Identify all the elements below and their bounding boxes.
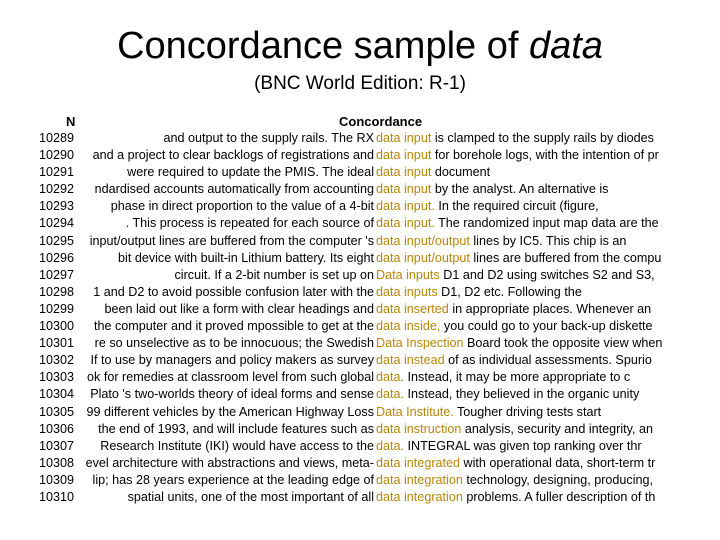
table-row (34, 369, 670, 386)
right-context: of as individual assessments. Spurio (444, 353, 652, 368)
left-context: Research Institute (IKI) would have access to the (100, 438, 374, 453)
table-row (34, 267, 670, 284)
table-row (34, 301, 670, 318)
keyword: data input/output (376, 250, 470, 265)
table-row (34, 181, 670, 198)
left-context: ndardised accounts automatically from accounting (94, 182, 374, 197)
left-context: been laid out like a form with clear headings and (104, 301, 374, 316)
header-n: N (66, 114, 76, 129)
title-italic: data (528, 25, 603, 67)
right-context: Instead, it may be more appropriate to c (404, 370, 631, 385)
header-concordance: Concordance (339, 114, 423, 129)
left-context: 1 and D2 to avoid possible confusion later with the (93, 284, 374, 299)
keyword-and-right-context (376, 335, 670, 352)
row-number: 10290 (39, 148, 75, 163)
keyword: data instead (376, 353, 445, 368)
table-row (34, 421, 670, 438)
table-row (34, 404, 670, 421)
keyword: data. (376, 438, 405, 453)
keyword: data input (376, 165, 432, 180)
keyword: Data inputs (376, 267, 440, 282)
keyword-and-right-context (376, 301, 670, 318)
table-row (34, 455, 670, 472)
row-number: 10310 (39, 489, 75, 504)
left-context: re so unselective as to be innocuous; the Swedish (94, 336, 374, 351)
keyword: data input (376, 148, 432, 163)
keyword-and-right-context (376, 438, 670, 455)
keyword-and-right-context (376, 318, 670, 335)
keyword: data. (376, 387, 405, 402)
row-number: 10292 (39, 182, 75, 197)
title-main: Concordance sample of (117, 25, 529, 67)
right-context: analysis, security and integrity, an (461, 421, 653, 436)
row-number: 10300 (39, 319, 75, 334)
page-subtitle: (BNC World Edition: R-1) (254, 73, 466, 94)
row-number: 10308 (39, 455, 75, 470)
keyword-and-right-context (376, 489, 670, 506)
left-context: bit device with built-in Lithium battery. Its eight (118, 250, 374, 265)
table-row (34, 318, 670, 335)
table-row (34, 335, 670, 352)
row-number: 10289 (39, 131, 75, 145)
keyword-and-right-context (376, 455, 670, 472)
keyword: data inputs (376, 284, 438, 299)
table-body (34, 130, 670, 506)
row-number: 10302 (39, 353, 75, 368)
left-context: were required to update the PMIS. The ideal (127, 165, 374, 180)
keyword-and-right-context (376, 284, 670, 301)
left-context: the end of 1993, and will include features such as (98, 421, 374, 436)
table-header (34, 114, 670, 130)
right-context: is clamped to the supply rails by diodes (431, 131, 654, 145)
left-context: Plato 's two-worlds theory of ideal forms and sense (90, 387, 374, 402)
left-context: spatial units, one of the most important of all (127, 489, 374, 504)
table-row (34, 438, 670, 455)
right-context: for borehole logs, with the intention of pr (431, 148, 659, 163)
row-number: 10297 (39, 267, 75, 282)
right-context: Board took the opposite view when (463, 336, 663, 351)
keyword: data input. (376, 216, 435, 231)
keyword-and-right-context (376, 386, 670, 403)
row-number: 10299 (39, 301, 75, 316)
keyword: data integrated (376, 455, 461, 470)
table-row (34, 284, 670, 301)
table-row (34, 386, 670, 403)
row-number: 10291 (39, 165, 75, 180)
table-row (34, 215, 670, 232)
keyword: Data Institute. (376, 404, 454, 419)
table-row (34, 130, 670, 147)
row-number: 10293 (39, 199, 75, 214)
keyword-and-right-context (376, 421, 670, 438)
keyword: data inserted (376, 301, 449, 316)
row-number: 10304 (39, 387, 75, 402)
row-number: 10305 (39, 404, 75, 419)
right-context: Instead, they believed in the organic unity (404, 387, 640, 402)
right-context: in appropriate places. Whenever an (448, 301, 652, 316)
right-context: D1 and D2 using switches S2 and S3, (439, 267, 655, 282)
table-row (34, 164, 670, 181)
table-row (34, 198, 670, 215)
keyword-and-right-context (376, 472, 670, 489)
concordance-table (34, 114, 670, 506)
page-title (0, 24, 720, 68)
left-context: circuit. If a 2-bit number is set up on (174, 267, 374, 282)
right-context: lines by IC5. This chip is an (469, 233, 627, 248)
keyword-and-right-context (376, 233, 670, 250)
keyword: data inside, (376, 319, 441, 334)
left-context: phase in direct proportion to the value of a 4-bit (110, 199, 374, 214)
left-context: input/output lines are buffered from the computer 's (89, 233, 374, 248)
right-context: document (431, 165, 491, 180)
keyword: data instruction (376, 421, 462, 436)
row-number: 10296 (39, 250, 75, 265)
right-context: with operational data, short-term tr (460, 455, 656, 470)
keyword-and-right-context (376, 198, 670, 215)
keyword-and-right-context (376, 404, 670, 421)
left-context: ok for remedies at classroom level from such global (87, 370, 374, 385)
row-number: 10306 (39, 421, 75, 436)
table-row (34, 250, 670, 267)
right-context: you could go to your back-up diskette (440, 319, 653, 334)
keyword: data integration (376, 472, 463, 487)
keyword: data input/output (376, 233, 470, 248)
table-row (34, 352, 670, 369)
keyword-and-right-context (376, 147, 670, 164)
right-context: lines are buffered from the compu (469, 250, 662, 265)
row-number: 10298 (39, 284, 75, 299)
keyword-and-right-context (376, 369, 670, 386)
keyword-and-right-context (376, 352, 670, 369)
right-context: In the required circuit (figure, (434, 199, 599, 214)
keyword: data input (376, 182, 432, 197)
left-context: . This process is repeated for each source of (125, 216, 374, 231)
right-context: technology, designing, producing, (462, 472, 654, 487)
left-context: lip; has 28 years experience at the leading edge of (92, 472, 374, 487)
right-context: INTEGRAL was given top ranking over thr (404, 438, 642, 453)
right-context: by the analyst. An alternative is (431, 182, 609, 197)
row-number: 10301 (39, 336, 75, 351)
keyword: Data Inspection (376, 336, 464, 351)
table-row (34, 472, 670, 489)
left-context: and output to the supply rails. The RX (163, 131, 374, 145)
keyword-and-right-context (376, 215, 670, 232)
keyword: data. (376, 370, 405, 385)
keyword-and-right-context (376, 250, 670, 267)
table-row (34, 233, 670, 250)
right-context: D1, D2 etc. Following the (437, 284, 582, 299)
left-context: If to use by managers and policy makers as survey (90, 353, 374, 368)
right-context: The randomized input map data are the (434, 216, 659, 231)
table-row (34, 489, 670, 506)
row-number: 10309 (39, 472, 75, 487)
right-context: Tougher driving tests start (453, 404, 602, 419)
keyword-and-right-context (376, 181, 670, 198)
keyword-and-right-context (376, 164, 670, 181)
keyword-and-right-context (376, 130, 670, 147)
keyword: data input (376, 131, 432, 145)
keyword: data integration (376, 489, 463, 504)
keyword: data input. (376, 199, 435, 214)
row-number: 10294 (39, 216, 75, 231)
right-context: problems. A fuller description of th (462, 489, 656, 504)
row-number: 10307 (39, 438, 75, 453)
table-row (34, 147, 670, 164)
left-context: 99 different vehicles by the American Highway Loss (86, 404, 374, 419)
row-number: 10303 (39, 370, 75, 385)
left-context: and a project to clear backlogs of registrations and (92, 148, 374, 163)
keyword-and-right-context (376, 267, 670, 284)
left-context: the computer and it proved mpossible to get at the (93, 319, 374, 334)
left-context: evel architecture with abstractions and views, meta- (85, 455, 374, 470)
row-number: 10295 (39, 233, 75, 248)
